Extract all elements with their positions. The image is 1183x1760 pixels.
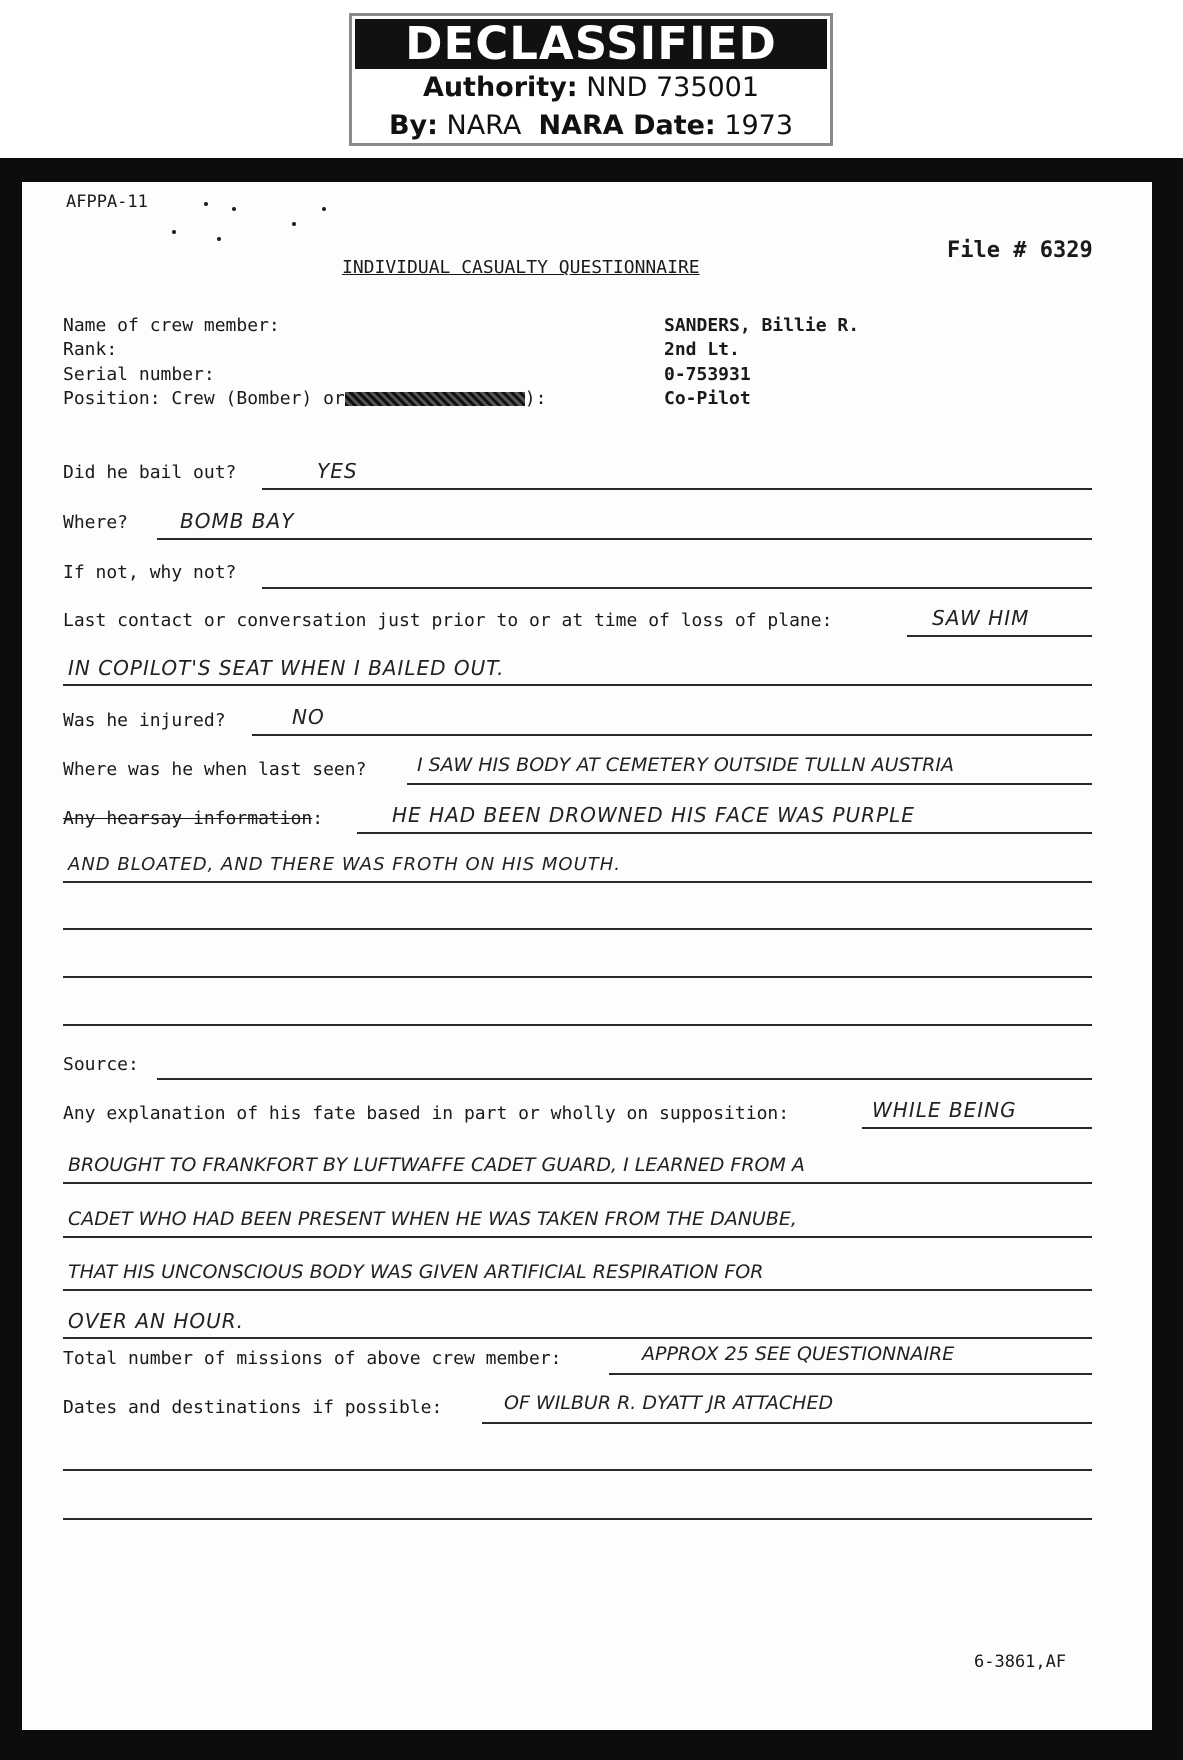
ifnot-line <box>262 587 1092 589</box>
stamp-authority: Authority: NND 735001 <box>422 72 760 103</box>
hearsay-label: Any hearsay information: <box>63 808 324 829</box>
explanation-line-2 <box>63 1182 1092 1184</box>
blank-line-2 <box>63 976 1092 978</box>
contact-answer-2: IN COPILOT'S SEAT WHEN I BAILED OUT. <box>68 656 505 680</box>
explanation-line-1 <box>862 1127 1092 1129</box>
contact-line-2 <box>63 684 1092 686</box>
where-line <box>157 538 1092 540</box>
contact-answer-1: SAW HIM <box>932 606 1030 630</box>
serial-label: Serial number: <box>63 364 215 385</box>
form-title: INDIVIDUAL CASUALTY QUESTIONNAIRE <box>342 257 700 278</box>
explanation-line-4 <box>63 1289 1092 1291</box>
stamp-title: DECLASSIFIED <box>355 19 827 69</box>
ifnot-label: If not, why not? <box>63 562 237 583</box>
form-code: AFPPA-11 <box>66 192 148 212</box>
explanation-answer-2: BROUGHT TO FRANKFORT BY LUFTWAFFE CADET GUARD, I LEARNED FROM A <box>68 1154 805 1176</box>
dates-line <box>482 1422 1092 1424</box>
explanation-answer-1: WHILE BEING <box>872 1098 1017 1122</box>
hearsay-answer-1: HE HAD BEEN DROWNED HIS FACE WAS PURPLE <box>392 803 915 827</box>
explanation-answer-5: OVER AN HOUR. <box>68 1309 244 1333</box>
dates-label: Dates and destinations if possible: <box>63 1397 443 1418</box>
missions-label: Total number of missions of above crew member: <box>63 1348 562 1369</box>
blank-line-3 <box>63 1024 1092 1026</box>
explanation-answer-3: CADET WHO HAD BEEN PRESENT WHEN HE WAS TAKEN FROM THE DANUBE, <box>68 1208 797 1230</box>
where-label: Where? <box>63 512 129 533</box>
blank-line-1 <box>63 928 1092 930</box>
lastseen-line <box>407 783 1092 785</box>
rank-label: Rank: <box>63 339 118 360</box>
rank-value: 2nd Lt. <box>664 339 740 360</box>
position-value: Co-Pilot <box>664 388 751 409</box>
explanation-line-3 <box>63 1236 1092 1238</box>
name-label: Name of crew member: <box>63 315 280 336</box>
form-number: 6-3861,AF <box>974 1652 1067 1672</box>
stamp-by-date: By: NARA NARA Date: 1973 <box>388 110 794 141</box>
lastseen-answer: I SAW HIS BODY AT CEMETERY OUTSIDE TULLN AUSTRIA <box>417 754 954 776</box>
hearsay-line-1 <box>357 832 1092 834</box>
serial-value: 0-753931 <box>664 364 751 385</box>
missions-answer: APPROX 25 SEE QUESTIONNAIRE <box>642 1343 955 1365</box>
name-value: SANDERS, Billie R. <box>664 315 860 336</box>
bail-answer: YES <box>317 459 358 483</box>
bail-label: Did he bail out? <box>63 462 237 483</box>
questionnaire-page <box>22 182 1152 1730</box>
scanned-sheet <box>0 158 1183 1760</box>
dates-answer: OF WILBUR R. DYATT JR ATTACHED <box>504 1392 834 1414</box>
injured-line <box>252 734 1092 736</box>
missions-line <box>609 1373 1092 1375</box>
explanation-label: Any explanation of his fate based in part or wholly on supposition: <box>63 1103 790 1124</box>
lastseen-label: Where was he when last seen? <box>63 759 367 780</box>
contact-label: Last contact or conversation just prior to or at time of loss of plane: <box>63 610 833 631</box>
hearsay-answer-2: AND BLOATED, AND THERE WAS FROTH ON HIS MOUTH. <box>68 854 622 875</box>
injured-label: Was he injured? <box>63 710 226 731</box>
position-label: Position: Crew (Bomber) or ): <box>63 388 547 409</box>
declassified-stamp <box>349 13 833 146</box>
redaction-mark <box>345 392 525 406</box>
source-line <box>157 1078 1092 1080</box>
contact-line-1 <box>907 635 1092 637</box>
explanation-line-5 <box>63 1337 1092 1339</box>
dates-line-2 <box>63 1469 1092 1471</box>
source-label: Source: <box>63 1054 139 1075</box>
where-answer: BOMB BAY <box>180 509 295 533</box>
hearsay-line-2 <box>63 881 1092 883</box>
explanation-answer-4: THAT HIS UNCONSCIOUS BODY WAS GIVEN ARTIFICIAL RESPIRATION FOR <box>68 1261 764 1283</box>
injured-answer: NO <box>292 705 325 729</box>
bail-line <box>262 488 1092 490</box>
dates-line-3 <box>63 1518 1092 1520</box>
file-number: File # 6329 <box>947 238 1093 263</box>
